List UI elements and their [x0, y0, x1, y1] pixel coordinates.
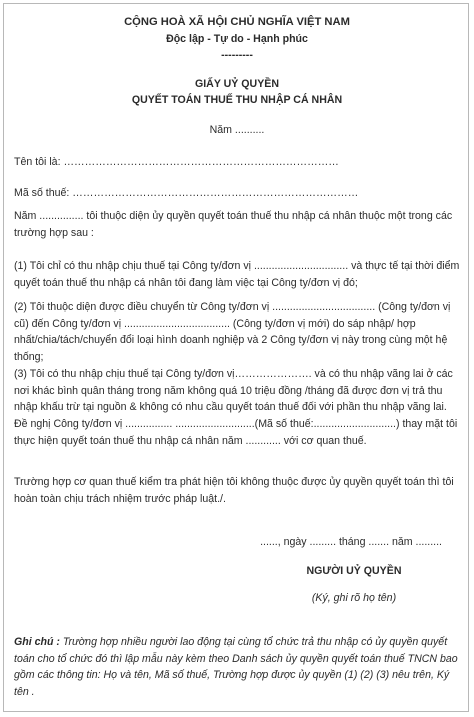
year-line: Năm ..........	[209, 124, 265, 136]
signature-instruction: (Ký, ghi rõ họ tên)	[311, 592, 397, 604]
document-title: GIẤY UỶ QUYỀN	[195, 78, 279, 90]
header-divider: ---------	[221, 49, 253, 61]
intro-paragraph: Năm ............... tôi thuộc diện ủy quyền quyết toán thuế thu nhập cá nhân thuộc một trong các trường hợp sau :	[14, 210, 453, 239]
document-subtitle: QUYẾT TOÁN THUẾ THU NHẬP CÁ NHÂN	[131, 94, 343, 106]
name-field: Tên tôi là: ……………………………………………………………………	[14, 156, 339, 168]
case-2-paragraph: (2) Tôi thuộc diện được điều chuyển từ Công ty/đơn vị ................................... (Công ty/đơn vị cũ) đến Công ty/đơn vị .................................... (Công ty/đơn vị mới) do sáp nhập/ hợp nhất/chia/tách/chuyển đổi loại hình doanh nghiệp và 2 Công ty/đơn vị này trong cùng một hệ thống;	[14, 301, 451, 363]
responsibility-paragraph: Trường hợp cơ quan thuế kiểm tra phát hiện tôi không thuộc được ủy quyền quyết toán thì tôi hoàn toàn chịu trách nhiệm trước pháp luật./.	[14, 476, 454, 505]
signer-title: NGƯỜI UỶ QUYỀN	[306, 565, 402, 577]
case-3-paragraph: (3) Tôi có thu nhập chịu thuế tại Công ty/đơn vị…………………. và có thu nhập vãng lai ở các nơi khác bình quân tháng trong năm không quá 10 triệu đồng /tháng đã được đơn vị trả thu nhập khấu trừ tại nguồn & không có nhu cầu quyết toán thuế đối với phần thu nhập vãng lai.	[14, 368, 453, 413]
document-frame	[3, 3, 469, 712]
tax-code-field: Mã số thuế: ………………………………………………………………………	[14, 187, 359, 199]
note-paragraph	[14, 634, 460, 700]
date-line: ......, ngày ......... tháng ....... năm .........	[260, 536, 442, 548]
note-text: Trường hợp nhiều người lao động tại cùng tổ chức trả thu nhập có ủy quyền quyết toán cho tổ chức đó thì lập mẫu này kèm theo Danh sách ủy quyền quyết toán thuế TNCN bao gồm các thông tin: Họ và tên, Mã số thuế, Trường hợp được ủy quyền (1) (2) (3) nêu trên, Ký tên .	[14, 636, 458, 698]
note-label: Ghi chú :	[14, 636, 60, 648]
nation-header: CỘNG HOÀ XÃ HỘI CHỦ NGHĨA VIỆT NAM	[124, 16, 350, 28]
motto: Độc lập - Tự do - Hạnh phúc	[166, 33, 308, 45]
case-1-paragraph: (1) Tôi chỉ có thu nhập chịu thuế tại Công ty/đơn vị ................................ và thực tế tại thời điểm quyết toán thuế thu nhập cá nhân tôi đang làm việc tại Công ty/đơn vị đó;	[14, 260, 460, 289]
request-paragraph: Đề nghị Công ty/đơn vị ................ ...........................(Mã số thuế:............................) thay mặt tôi thực hiện quyết toán thuế thu nhập cá nhân năm ............ với cơ quan thuế.	[14, 418, 458, 447]
